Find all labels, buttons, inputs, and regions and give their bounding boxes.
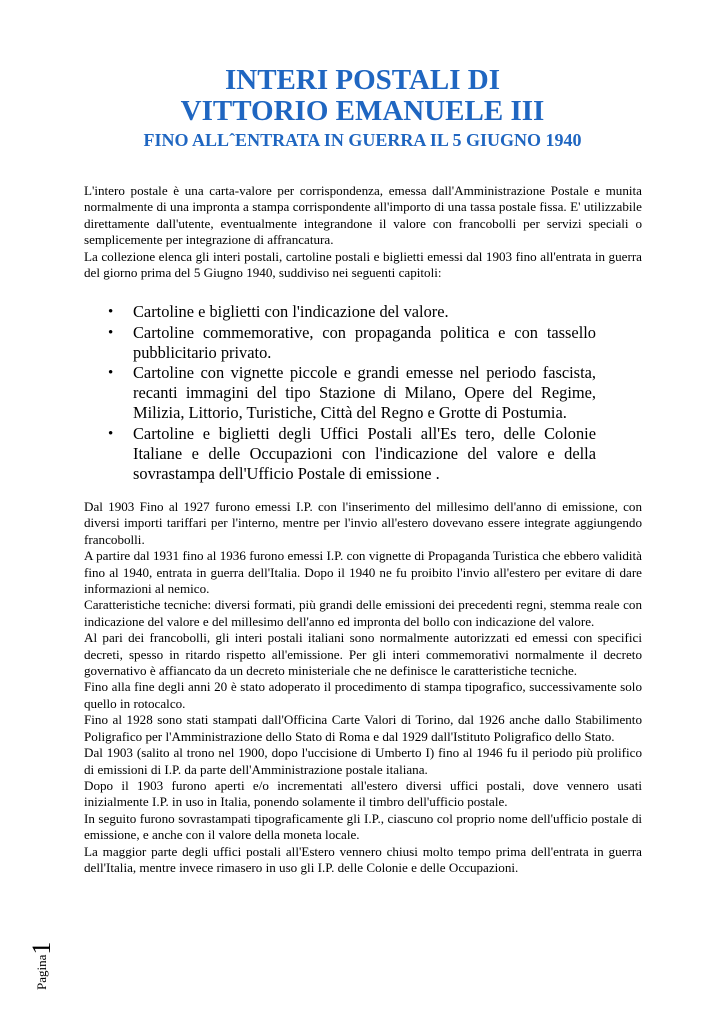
page-number: 1 [27,941,56,955]
body-paragraph: La maggior parte degli uffici postali all'Estero vennero chiusi molto tempo prima dell'entrata in guerra dell'Italia, mentre invece rimasero in uso gli I.P. delle Colonie e delle Occupazioni. [84,843,642,875]
body-paragraph: Dal 1903 (salito al trono nel 1900, dopo l'uccisione di Umberto I) fino al 1946 fu il periodo più prolifico di emissioni di I.P. da parte dell'Amministrazione postale italiana. [84,745,642,777]
body-paragraph: Fino al 1928 sono stati stampati dall'Officina Carte Valori di Torino, dal 1926 anche dallo Stabilimento Poligrafico per l'Amministrazione dello Stato di Roma e dal 1929 dall'Istituto Poligrafico dello Stato. [84,712,642,744]
body-paragraph: A partire dal 1931 fino al 1936 furono emessi I.P. con vignette di Propaganda Turistica che ebbero validità fino al 1940, entrata in guerra dell'Italia. Dopo il 1940 ne fu proibito l'invio all'estero per evitare di dare informazioni al nemico. [84,548,642,597]
body-paragraph: Dal 1903 Fino al 1927 furono emessi I.P. con l'inserimento del millesimo dell'anno di emissione, con diversi importi tariffari per l'interno, mentre per l'invio all'estero dovevano essere integrate aggiungendo francobolli. [84,499,642,547]
bullet-icon: • [108,304,114,320]
page-label [27,928,55,990]
intro-section [84,183,642,281]
chapter-item [108,424,596,484]
bullet-icon: • [108,365,114,381]
chapter-text: Cartoline e biglietti con l'indicazione del valore. [133,302,449,321]
chapter-item [108,363,596,423]
body-paragraph: Caratteristiche tecniche: diversi formati, più grandi delle emissioni dei precedenti regni, stemma reale con indicazione del valore e del millesimo dell'anno ed impronta del bollo con indicazione del valore. [84,597,642,629]
body-paragraph: Dopo il 1903 furono aperti e/o incrementati all'estero diversi uffici postali, dove vennero usati inizialmente I.P. in uso in Italia, ponendo solamente il timbro dell'ufficio postale. [84,777,642,810]
document-title-line-2: VITTORIO EMANUELE III [180,95,545,127]
chapter-item [108,323,596,363]
chapter-item [108,302,596,322]
document-title-line-1: INTERI POSTALI DI [224,64,501,96]
body-paragraph: In seguito furono sovrastampati tipograficamente gli I.P., ciascuno col proprio nome dell'ufficio postale di emissione, e anche con il valore della moneta locale. [84,810,642,843]
body-paragraph: Al pari dei francobolli, gli interi postali italiani sono normalmente autorizzati ed emessi con specifici decreti, spesso in ritardo rispetto all'emissione. Per gli interi commemorativi normalmente il decreto governativo è affiancato da un decreto ministeriale che ne definisce le caratteristiche tecniche. [84,630,642,679]
body-section [84,499,642,876]
chapter-text: Cartoline con vignette piccole e grandi emesse nel periodo fascista, recanti immagini del tipo Stazione di Milano, Opere del Regime, Milizia, Littorio, Turistiche, Città del Regno e Grotte di Postumia. [133,363,596,422]
chapter-text: Cartoline e biglietti degli Uffici Postali all'Es tero, delle Colonie Italiane e delle Occupazioni con l'indicazione del valore e della sovrastampa dell'Ufficio Postale di emissione . [133,423,596,483]
chapter-list [108,302,596,484]
chapter-text: Cartoline commemorative, con propaganda politica e con tassello pubblicitario privato. [133,322,596,362]
bullet-icon: • [108,425,114,442]
document-subtitle: FINO ALLˆENTRATA IN GUERRA IL 5 GIUGNO 1940 [143,130,582,150]
page-word: Pagina [34,954,49,990]
bullet-icon: • [108,324,114,341]
body-paragraph: Fino alla fine degli anni 20 è stato adoperato il procedimento di stampa tipografico, successivamente solo quello in rotocalco. [84,679,642,711]
intro-paragraph: L'intero postale è una carta-valore per corrispondenza, emessa dall'Amministrazione Postale e munita normalmente di una impronta a stampa corrispondente all'importo di una tassa postale fissa. E' utilizzabile direttamente dall'utente, eventualmente integrandone il valore con francobolli per servizi speciali o semplicemente per integrazione di affrancatura. [84,183,642,248]
intro-paragraph: La collezione elenca gli interi postali, cartoline postali e biglietti emessi dal 1903 fino all'entrata in guerra del giorno prima del 5 Giugno 1940, suddiviso nei seguenti capitoli: [84,248,642,281]
